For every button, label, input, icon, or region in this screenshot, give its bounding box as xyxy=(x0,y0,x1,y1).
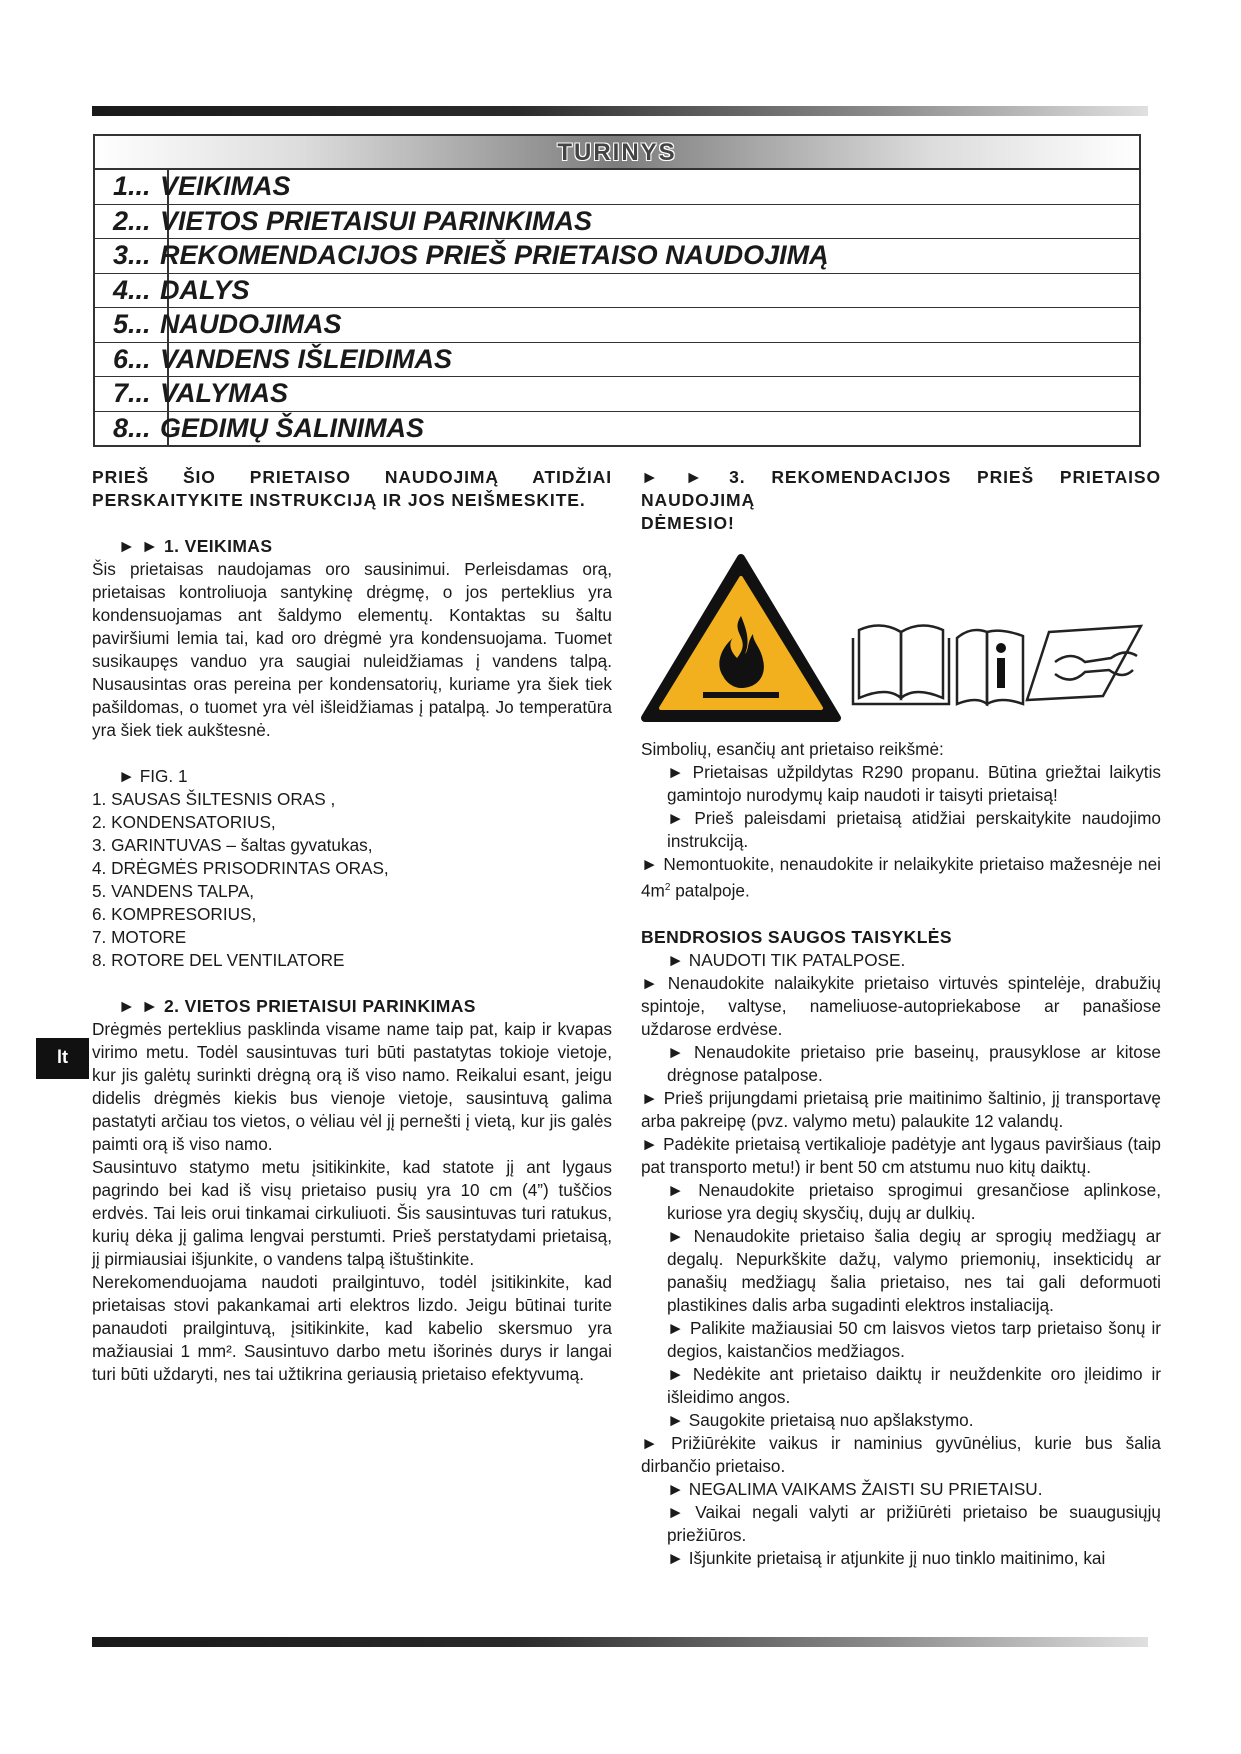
read-manual-icon xyxy=(853,625,949,704)
safety-rules-title: BENDROSIOS SAUGOS TAISYKLĖS xyxy=(641,926,952,947)
left-column xyxy=(92,466,612,1386)
table-of-contents xyxy=(93,134,1141,447)
safety-rule: ► NEGALIMA VAIKAMS ŽAISTI SU PRIETAISU. xyxy=(667,1478,1043,1499)
section-2-title: ► ► 2. VIETOS PRIETAISUI PARINKIMAS xyxy=(118,996,476,1016)
section-2-paragraph: Drėgmės perteklius pasklinda visame name taip pat, kaip ir kvapas virimo metu. Todėl sausintuvas turi būti pastatytas tokioje vietoje, kur jis galėtų surinkti drėgną orą iš viso namo. Reikalui esant, jeigu didelis drėgmės kiekis bus vienoje vietoje, sausintuvą galima pastatyti arčiau tos vietos, o vėliau vėl jį pernešti į vietą, kur jis galės paimti orą iš viso namo. xyxy=(92,1019,612,1154)
toc-item xyxy=(95,412,1139,446)
safety-rule: ► Prieš prijungdami prietaisą prie maitinimo šaltinio, jį transportavę arba pakreipę (pvz. valymo metu) palaukite 12 valandų. xyxy=(641,1087,1161,1131)
safety-rule: ► Saugokite prietaisą nuo apšlakstymo. xyxy=(667,1409,974,1430)
safety-rule: ► NAUDOTI TIK PATALPOSE. xyxy=(667,949,906,970)
toc-item-number: 8... xyxy=(113,412,151,443)
toc-item xyxy=(95,377,1139,412)
section-2-paragraph: Nerekomenduojama naudoti prailgintuvo, todėl įsitikinkite, kad prietaisas stovi pakankamai arti elektros lizdo. Jeigu būtinai turite panaudoti prailgintuvą, įsitikinkite, kad kabelio skersmuo yra mažiausiai 1 mm². Sausintuvo darbo metu išorinės durys ir langai turi būti uždaryti, nes tai užtikrina geriausią prietaiso efektyvumą. xyxy=(92,1272,612,1384)
safety-rule: ► Išjunkite prietaisą ir atjunkite jį nuo tinklo maitinimo, kai xyxy=(667,1547,1106,1568)
right-column-lower xyxy=(641,738,1161,1570)
toc-item xyxy=(95,308,1139,343)
figure-item: 3. GARINTUVAS – šaltas gyvatukas, xyxy=(92,835,373,855)
service-manual-icon xyxy=(1027,626,1141,700)
safety-rule: ► Vaikai negali valyti ar prižiūrėti prietaiso be suaugusiųjų priežiūros. xyxy=(667,1501,1161,1545)
figure-item: 7. MOTORE xyxy=(92,927,187,947)
safety-rule: ► Nenaudokite prietaiso prie baseinų, prausyklose ar kitose drėgnose patalpose. xyxy=(667,1041,1161,1085)
toc-item-title: NAUDOJIMAS xyxy=(160,309,342,340)
information-manual-icon xyxy=(957,630,1023,704)
safety-rule: ► Nedėkite ant prietaiso daiktų ir neuždenkite oro įleidimo ir išleidimo angos. xyxy=(667,1363,1161,1407)
figure-label: ► FIG. 1 xyxy=(118,766,188,786)
figure-item: 5. VANDENS TALPA, xyxy=(92,881,255,901)
top-divider-bar xyxy=(92,106,1148,116)
figure-item: 6. KOMPRESORIUS, xyxy=(92,904,257,924)
figure-item: 4. DRĖGMĖS PRISODRINTAS ORAS, xyxy=(92,858,389,878)
toc-item xyxy=(95,205,1139,240)
section-1-text: Šis prietaisas naudojamas oro sausinimui. Perleisdamas orą, prietaisas kontroliuoja santykinę drėgmę, o jos perteklius yra kondensuojamas ant šaldymo elementų. Kontaktas su šaltu paviršiumi lemia tai, kad oro drėgmė yra kondensuojama. Tuomet susikaupęs vanduo yra saugiai nuleidžiamas į vandens talpą. Nusausintas oras pereina per kondensatorių, kuriame yra šiek tiek pašildomas, o tuomet yra vėl išleidžiamas į patalpą. Jo temperatūra yra šiek tiek aukštesnė. xyxy=(92,559,612,740)
section-1-title: ► ► 1. VEIKIMAS xyxy=(118,536,273,556)
toc-item-title: VEIKIMAS xyxy=(160,171,291,202)
section-3-title-text: ► ► 3. REKOMENDACIJOS PRIEŠ PRIETAISO NAUDOJIMĄ xyxy=(641,467,1161,510)
language-tab: lt xyxy=(36,1038,89,1079)
flammable-warning-icon xyxy=(645,558,837,718)
superscript: 2 xyxy=(664,882,671,893)
toc-item-number: 7... xyxy=(113,378,151,409)
right-column xyxy=(641,466,1161,535)
toc-item-number: 3... xyxy=(113,240,151,271)
toc-header xyxy=(95,136,1139,170)
safety-symbols xyxy=(641,546,1161,726)
toc-item-title: VIETOS PRIETAISUI PARINKIMAS xyxy=(160,205,593,236)
symbols-intro: Simbolių, esančių ant prietaiso reikšmė: xyxy=(641,739,944,759)
toc-title: TURINYS xyxy=(557,139,677,166)
symbol-text: ► Nemontuokite, nenaudokite ir nelaikykite prietaiso mažesnėje nei 4m xyxy=(641,854,1161,901)
symbol-text-end: patalpoje. xyxy=(670,880,750,901)
figure-item: 1. SAUSAS ŠILTESNIS ORAS , xyxy=(92,789,336,809)
safety-rule: ► Nenaudokite prietaiso sprogimui gresančiose aplinkose, kuriose yra degių skysčių, dujų ar dulkių. xyxy=(667,1179,1161,1223)
safety-rule: ► Nenaudokite prietaiso šalia degių ar sprogių medžiagų ar degalų. Nepurkškite dažų, valymo priemonių, insekticidų ar panašių medžiagų šalia prietaiso, nes tai gali deformuoti plastikines dalis arba sugadinti elektros instaliaciją. xyxy=(667,1225,1161,1315)
toc-item xyxy=(95,274,1139,309)
toc-item-title: GEDIMŲ ŠALINIMAS xyxy=(160,412,425,443)
toc-item-number: 6... xyxy=(113,343,151,374)
toc-item-title: VANDENS IŠLEIDIMAS xyxy=(160,343,453,374)
symbol-explanation xyxy=(641,853,1161,903)
toc-item-number: 1... xyxy=(113,171,151,202)
toc-item-number: 4... xyxy=(113,274,151,305)
toc-item-number: 5... xyxy=(113,309,151,340)
safety-rule: ► Palikite mažiausiai 50 cm laisvos vietos tarp prietaiso šonų ir degios, kaistančios medžiagos. xyxy=(667,1317,1161,1361)
section-2-paragraph: Sausintuvo statymo metu įsitikinkite, kad statote jį ant lygaus pagrindo bei kad iš visų prietaiso pusių yra 10 cm (4”) tuščios erdvės. Tai leis orui tinkamai cirkuliuoti. Šis sausintuvas turi ratukus, kurių dėka jį galima lengvai perstumti. Prieš perstatydami prietaisą, jį pirmiausiai išjunkite, o vandens talpą ištuštinkite. xyxy=(92,1157,612,1269)
toc-item-title: DALYS xyxy=(160,274,250,305)
safety-rule: ► Nenaudokite nalaikykite prietaiso virtuvės spintelėje, drabužių spintoje, valtyse, nameliuose-autopriekabose ar panašiose uždarose erdvėse. xyxy=(641,972,1161,1039)
toc-item xyxy=(95,343,1139,378)
safety-rules-list xyxy=(641,949,1161,1570)
toc-item xyxy=(95,239,1139,274)
section-3-title xyxy=(641,466,1161,535)
toc-item-title: REKOMENDACIJOS PRIEŠ PRIETAISO NAUDOJIMĄ xyxy=(160,240,829,271)
read-instructions-warning: PRIEŠ ŠIO PRIETAISO NAUDOJIMĄ ATIDŽIAI PERSKAITYKITE INSTRUKCIJĄ IR JOS NEIŠMESKITE. xyxy=(92,467,612,510)
toc-item xyxy=(95,170,1139,205)
toc-item-title: VALYMAS xyxy=(160,378,288,409)
safety-rule: ► Prižiūrėkite vaikus ir naminius gyvūnėlius, kurie bus šalia dirbančio prietaiso. xyxy=(641,1432,1161,1476)
symbol-explanation: ► Prieš paleisdami prietaisą atidžiai perskaitykite naudojimo instrukciją. xyxy=(667,808,1161,851)
bottom-divider-bar xyxy=(92,1637,1148,1647)
figure-item: 2. KONDENSATORIUS, xyxy=(92,812,276,832)
safety-rule: ► Padėkite prietaisą vertikalioje padėtyje ant lygaus paviršiaus (taip pat transporto metu!) ir bent 50 cm atstumu nuo kitų daiktų. xyxy=(641,1133,1161,1177)
symbol-explanation: ► Prietaisas užpildytas R290 propanu. Būtina griežtai laikytis gamintojo nurodymų kaip naudoti ir taisyti prietaisą! xyxy=(667,762,1161,805)
attention-label: DĖMESIO! xyxy=(641,513,735,533)
figure-item: 8. ROTORE DEL VENTILATORE xyxy=(92,950,345,970)
toc-item-number: 2... xyxy=(113,205,151,236)
